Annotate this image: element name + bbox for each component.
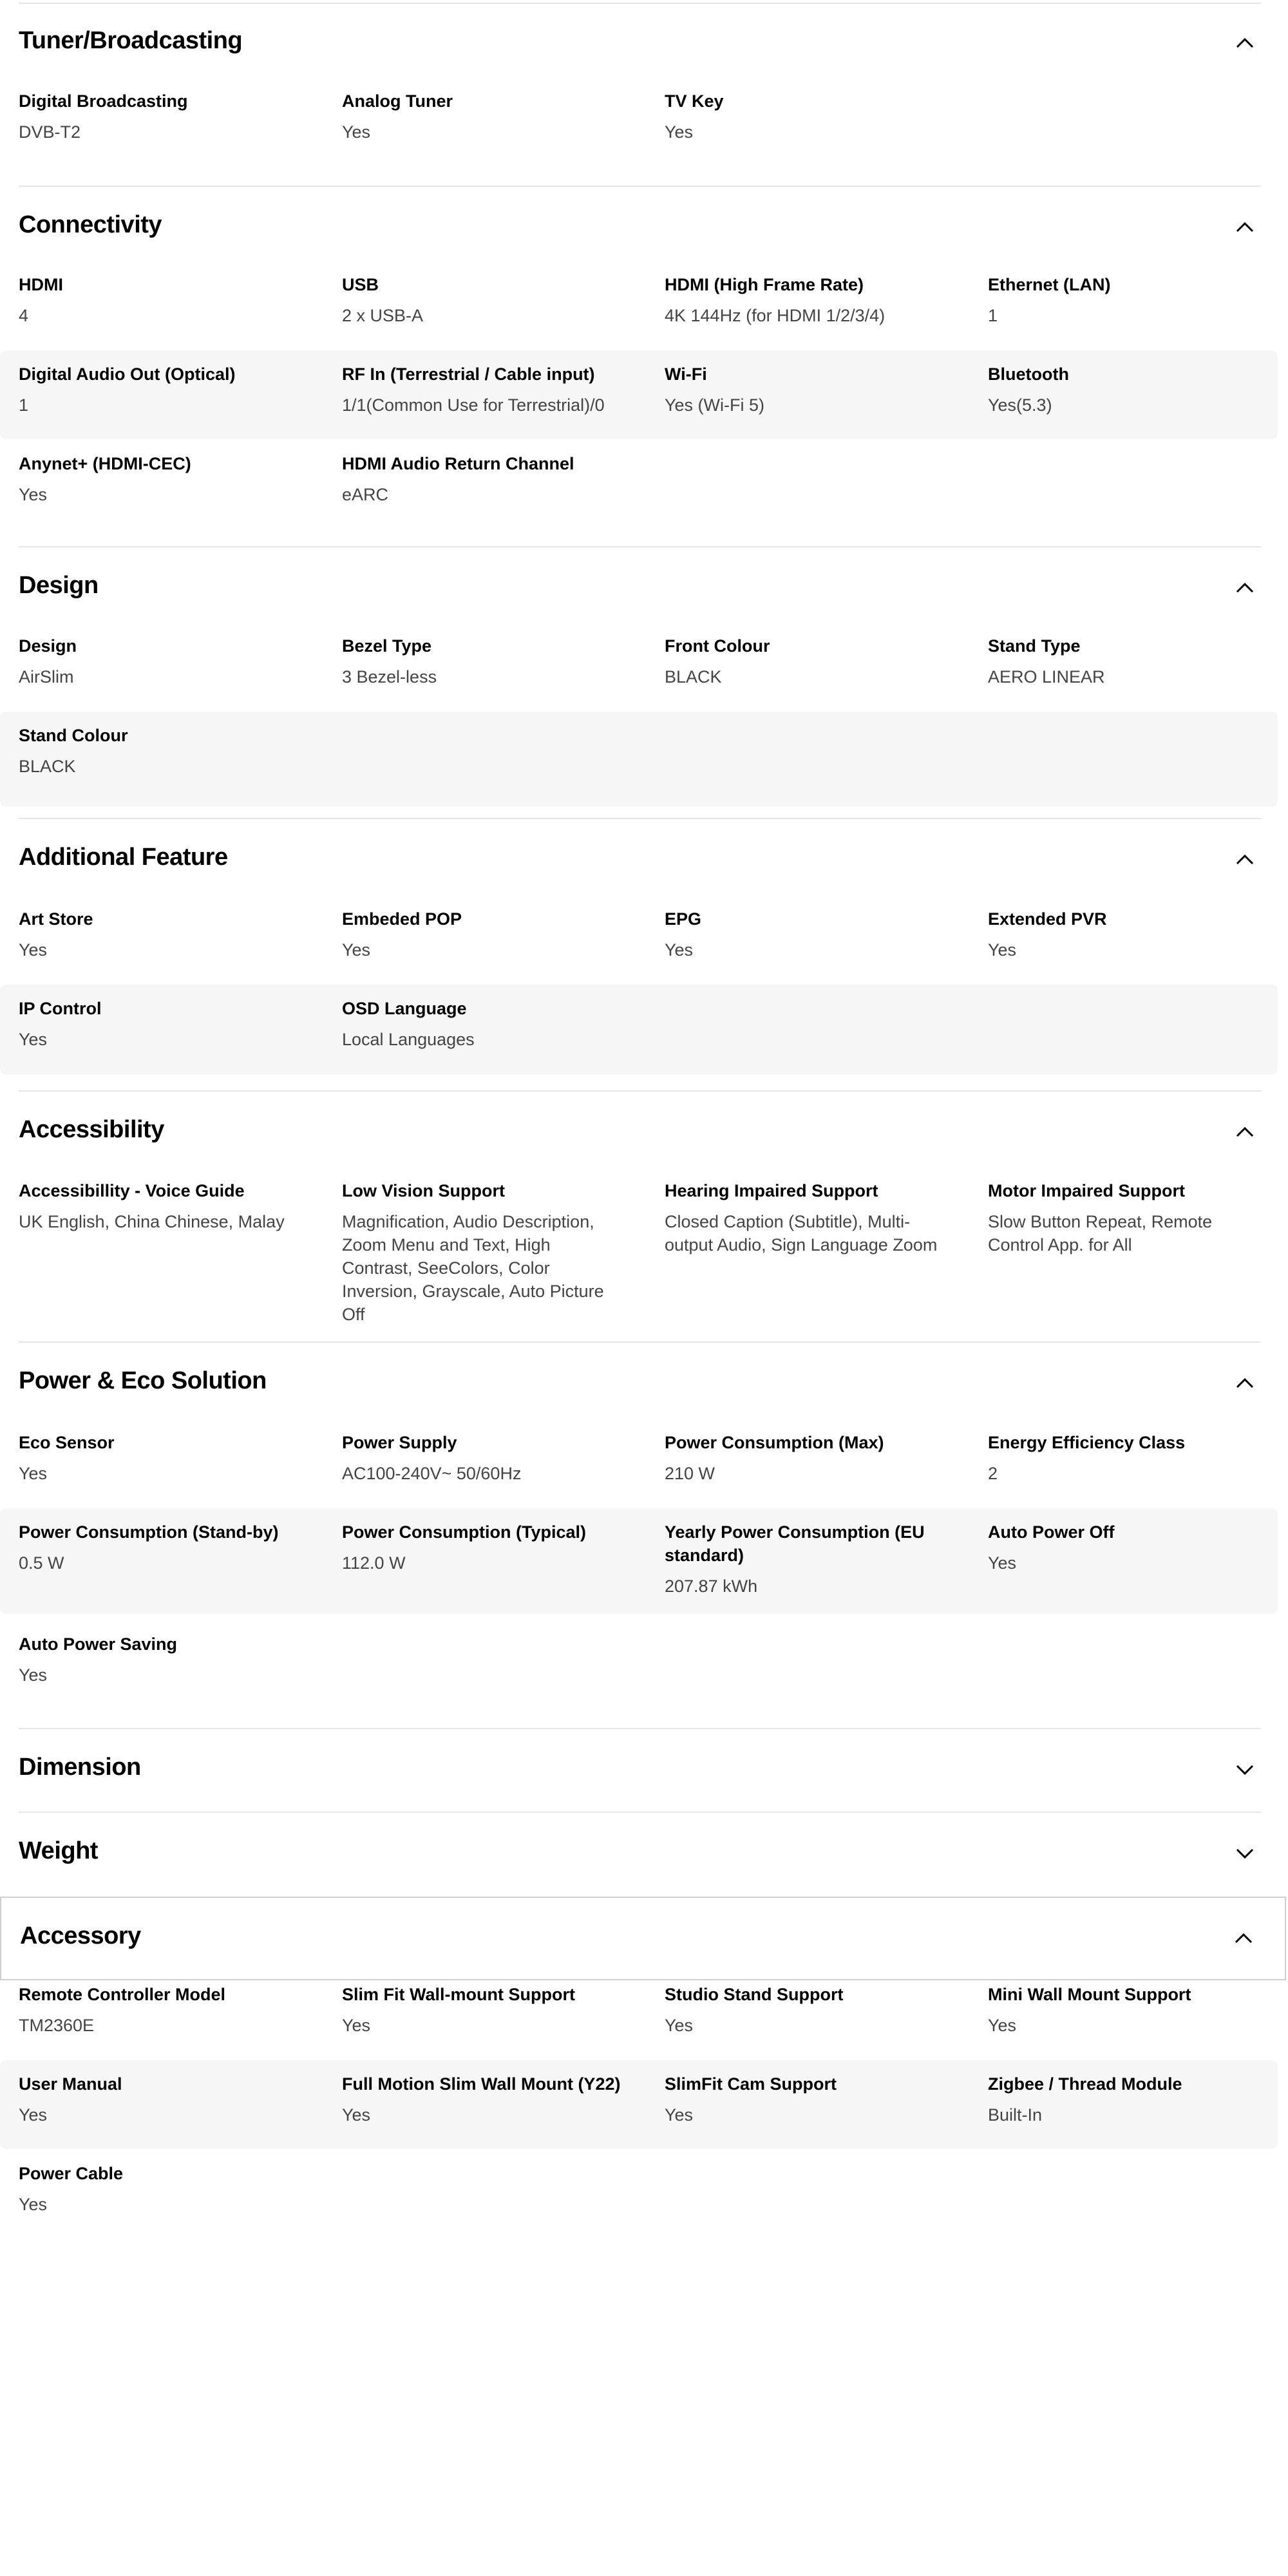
spec-value: 4 <box>19 306 29 325</box>
spec-item-user-manual <box>19 2060 302 2149</box>
spec-label: Yearly Power Consumption (EU standard) <box>665 1522 925 1565</box>
spec-row <box>0 77 1278 165</box>
spec-label: Slim Fit Wall-mount Support <box>342 1985 575 2004</box>
section-header-design[interactable] <box>19 547 1261 631</box>
spec-label: User Manual <box>19 2074 122 2094</box>
section-title: Accessibility <box>19 1116 164 1143</box>
spec-item-mini-wall-mount-support <box>988 1971 1271 2061</box>
spec-value: Built-In <box>988 2105 1043 2125</box>
spec-value: 3 Bezel-less <box>342 667 437 687</box>
spec-value: TM2360E <box>19 2016 95 2035</box>
section-title: Additional Feature <box>19 844 228 871</box>
spec-label: Analog Tuner <box>342 91 453 111</box>
section-title: Power & Eco Solution <box>19 1367 267 1394</box>
spec-label: Digital Audio Out (Optical) <box>19 365 236 384</box>
spec-label: Full Motion Slim Wall Mount (Y22) <box>342 2074 621 2094</box>
spec-value: Slow Button Repeat, Remote Control App. for All <box>988 1212 1213 1255</box>
spec-value: Yes <box>665 2016 694 2035</box>
spec-row <box>0 440 1278 530</box>
spec-label: Zigbee / Thread Module <box>988 2074 1182 2094</box>
spec-value: Magnification, Audio Description, Zoom Menu and Text, High Contrast, SeeColors, Color Inversion, Grayscale, Auto Picture Off <box>342 1212 604 1324</box>
spec-value: Yes (Wi-Fi 5) <box>665 395 765 415</box>
spec-label: Wi-Fi <box>665 365 707 384</box>
spec-label: HDMI (High Frame Rate) <box>665 275 864 294</box>
spec-label: Digital Broadcasting <box>19 91 188 111</box>
spec-item-osd-language <box>342 985 625 1075</box>
spec-value: AERO LINEAR <box>988 667 1105 687</box>
chevron-up-icon[interactable] <box>1233 1927 1255 1949</box>
spec-label: EPG <box>665 909 702 929</box>
section-header-connectivity[interactable] <box>19 187 1261 270</box>
spec-label: Motor Impaired Support <box>988 1181 1185 1200</box>
spec-value: Yes <box>19 2105 48 2125</box>
spec-value: 112.0 W <box>342 1553 406 1573</box>
spec-label: SlimFit Cam Support <box>665 2074 837 2094</box>
spec-label: Power Consumption (Max) <box>665 1433 884 1452</box>
spec-label: Bluetooth <box>988 365 1069 384</box>
spec-value: Yes <box>988 940 1017 960</box>
spec-value: Yes <box>342 940 371 960</box>
spec-item-digital-audio-out-optical <box>19 350 302 439</box>
spec-item-front-colour <box>665 622 948 711</box>
section-header-dimension[interactable] <box>19 1729 1261 1813</box>
spec-value: Yes <box>19 2195 48 2214</box>
spec-row <box>0 895 1278 984</box>
spec-item-power-supply <box>342 1419 625 1508</box>
spec-value: Yes(5.3) <box>988 395 1052 415</box>
spec-value: BLACK <box>19 757 76 776</box>
spec-label: Auto Power Off <box>988 1522 1115 1542</box>
spec-item-motor-impaired-support <box>988 1167 1271 1328</box>
spec-label: Energy Efficiency Class <box>988 1433 1186 1452</box>
spec-item-digital-broadcasting <box>19 77 302 165</box>
spec-label: Low Vision Support <box>342 1181 505 1200</box>
spec-value: Yes <box>988 1553 1017 1573</box>
spec-label: TV Key <box>665 91 724 111</box>
spec-label: Power Supply <box>342 1433 457 1452</box>
spec-label: HDMI <box>19 275 63 294</box>
chevron-up-icon[interactable] <box>1234 216 1256 238</box>
spec-item-stand-colour <box>19 712 302 807</box>
spec-item-slimfit-cam-support <box>665 2060 948 2149</box>
section-title: Accessory <box>20 1922 141 1949</box>
spec-value: Yes <box>19 485 48 504</box>
spec-label: Embeded POP <box>342 909 462 929</box>
spec-value: Yes <box>665 940 694 960</box>
spec-label: Studio Stand Support <box>665 1985 844 2004</box>
spec-value: Closed Caption (Subtitle), Multi-output Audio, Sign Language Zoom <box>665 1212 938 1255</box>
spec-item-auto-power-off <box>988 1508 1271 1614</box>
spec-row <box>0 622 1278 711</box>
spec-item-hdmi <box>19 261 302 350</box>
spec-item-power-cable <box>19 2150 302 2239</box>
section-title: Dimension <box>19 1754 141 1781</box>
spec-item-energy-efficiency-class <box>988 1419 1271 1508</box>
section-title: Tuner/Broadcasting <box>19 27 243 54</box>
chevron-down-icon[interactable] <box>1234 1842 1256 1864</box>
spec-row <box>0 261 1278 350</box>
spec-value: Yes <box>342 122 371 142</box>
spec-label: Stand Colour <box>19 726 128 745</box>
spec-label: Front Colour <box>665 636 770 656</box>
spec-value: Yes <box>19 1665 48 1685</box>
spec-item-auto-power-saving <box>19 1620 302 1709</box>
spec-label: Bezel Type <box>342 636 432 656</box>
chevron-up-icon[interactable] <box>1234 849 1256 871</box>
spec-item-anynet-hdmi-cec <box>19 440 302 530</box>
spec-item-yearly-power-consumption-eu-standard <box>665 1508 948 1614</box>
spec-item-accessibillity-voice-guide <box>19 1167 302 1328</box>
spec-value: Yes <box>19 940 48 960</box>
spec-value: UK English, China Chinese, Malay <box>19 1212 285 1231</box>
spec-label: USB <box>342 275 379 294</box>
spec-value: Local Languages <box>342 1030 475 1049</box>
spec-item-studio-stand-support <box>665 1971 948 2061</box>
spec-item-zigbee-thread-module <box>988 2060 1271 2149</box>
spec-row <box>0 1620 1278 1709</box>
spec-value: Yes <box>342 2105 371 2125</box>
spec-value: BLACK <box>665 667 722 687</box>
spec-label: Remote Controller Model <box>19 1985 226 2004</box>
spec-value: 4K 144Hz (for HDMI 1/2/3/4) <box>665 306 886 325</box>
spec-row <box>0 985 1278 1075</box>
spec-item-remote-controller-model <box>19 1971 302 2061</box>
spec-item-hdmi-audio-return-channel <box>342 440 625 530</box>
spec-value: 1 <box>988 306 998 325</box>
spec-item-hdmi-high-frame-rate <box>665 261 948 350</box>
spec-value: 1 <box>19 395 29 415</box>
spec-item-bluetooth <box>988 350 1271 439</box>
spec-item-tv-key <box>665 77 948 165</box>
spec-value: 210 W <box>665 1464 715 1483</box>
spec-label: Ethernet (LAN) <box>988 275 1111 294</box>
spec-item-power-consumption-stand-by <box>19 1508 302 1614</box>
spec-item-bezel-type <box>342 622 625 711</box>
spec-row <box>0 1167 1278 1328</box>
spec-row <box>0 350 1278 439</box>
chevron-up-icon[interactable] <box>1234 32 1256 54</box>
spec-value: DVB-T2 <box>19 122 81 142</box>
spec-value: eARC <box>342 485 389 504</box>
spec-label: Extended PVR <box>988 909 1107 929</box>
spec-item-rf-in-terrestrial-cable-input <box>342 350 625 439</box>
spec-label: Eco Sensor <box>19 1433 115 1452</box>
spec-label: Art Store <box>19 909 93 929</box>
spec-item-slim-fit-wall-mount-support <box>342 1971 625 2061</box>
section-header-tuner-broadcasting[interactable] <box>19 3 1261 86</box>
spec-item-full-motion-slim-wall-mount-y22 <box>342 2060 625 2149</box>
spec-label: Power Cable <box>19 2164 124 2183</box>
spec-value: 2 <box>988 1464 998 1483</box>
chevron-up-icon[interactable] <box>1234 577 1256 599</box>
spec-value: Yes <box>19 1030 48 1049</box>
spec-item-design <box>19 622 302 711</box>
spec-row <box>0 2150 1278 2239</box>
spec-item-wi-fi <box>665 350 948 439</box>
spec-label: OSD Language <box>342 999 467 1018</box>
spec-value: Yes <box>988 2016 1017 2035</box>
spec-value: AirSlim <box>19 667 74 687</box>
spec-row <box>0 1419 1278 1508</box>
section-title: Weight <box>19 1837 98 1864</box>
spec-item-hearing-impaired-support <box>665 1167 948 1328</box>
spec-label: Power Consumption (Stand-by) <box>19 1522 279 1542</box>
spec-item-analog-tuner <box>342 77 625 165</box>
spec-item-ethernet-lan <box>988 261 1271 350</box>
spec-row <box>0 712 1278 807</box>
spec-item-stand-type <box>988 622 1271 711</box>
spec-label: RF In (Terrestrial / Cable input) <box>342 365 595 384</box>
spec-value: Yes <box>19 1464 48 1483</box>
spec-item-power-consumption-max <box>665 1419 948 1508</box>
section-header-accessibility[interactable] <box>19 1092 1261 1175</box>
spec-value: AC100-240V~ 50/60Hz <box>342 1464 522 1483</box>
section-header-additional-feature[interactable] <box>19 819 1261 903</box>
spec-value: 207.87 kWh <box>665 1577 758 1596</box>
spec-item-low-vision-support <box>342 1167 625 1328</box>
chevron-down-icon[interactable] <box>1234 1759 1256 1781</box>
section-header-power-eco-solution[interactable] <box>19 1343 1261 1426</box>
spec-row <box>0 2060 1278 2149</box>
spec-item-power-consumption-typical <box>342 1508 625 1614</box>
spec-item-extended-pvr <box>988 895 1271 984</box>
spec-label: Hearing Impaired Support <box>665 1181 878 1200</box>
spec-value: 1/1(Common Use for Terrestrial)/0 <box>342 395 605 415</box>
section-title: Design <box>19 572 99 599</box>
spec-label: Accessibillity - Voice Guide <box>19 1181 245 1200</box>
spec-label: Auto Power Saving <box>19 1634 178 1654</box>
spec-item-eco-sensor <box>19 1419 302 1508</box>
spec-label: Stand Type <box>988 636 1081 656</box>
spec-label: Power Consumption (Typical) <box>342 1522 587 1542</box>
spec-value: 0.5 W <box>19 1553 64 1573</box>
spec-label: HDMI Audio Return Channel <box>342 454 574 473</box>
chevron-up-icon[interactable] <box>1234 1121 1256 1143</box>
section-header-accessory[interactable] <box>0 1897 1286 1980</box>
spec-value: 2 x USB-A <box>342 306 424 325</box>
spec-row <box>0 1971 1278 2061</box>
spec-label: Anynet+ (HDMI-CEC) <box>19 454 191 473</box>
section-title: Connectivity <box>19 211 162 238</box>
spec-item-art-store <box>19 895 302 984</box>
spec-label: Mini Wall Mount Support <box>988 1985 1191 2004</box>
spec-value: Yes <box>665 122 694 142</box>
spec-item-usb <box>342 261 625 350</box>
section-header-weight[interactable] <box>19 1813 1261 1897</box>
spec-label: IP Control <box>19 999 102 1018</box>
chevron-up-icon[interactable] <box>1234 1372 1256 1394</box>
spec-label: Design <box>19 636 77 656</box>
spec-row <box>0 1508 1278 1614</box>
spec-item-ip-control <box>19 985 302 1075</box>
spec-item-embeded-pop <box>342 895 625 984</box>
spec-item-epg <box>665 895 948 984</box>
spec-value: Yes <box>665 2105 694 2125</box>
spec-value: Yes <box>342 2016 371 2035</box>
